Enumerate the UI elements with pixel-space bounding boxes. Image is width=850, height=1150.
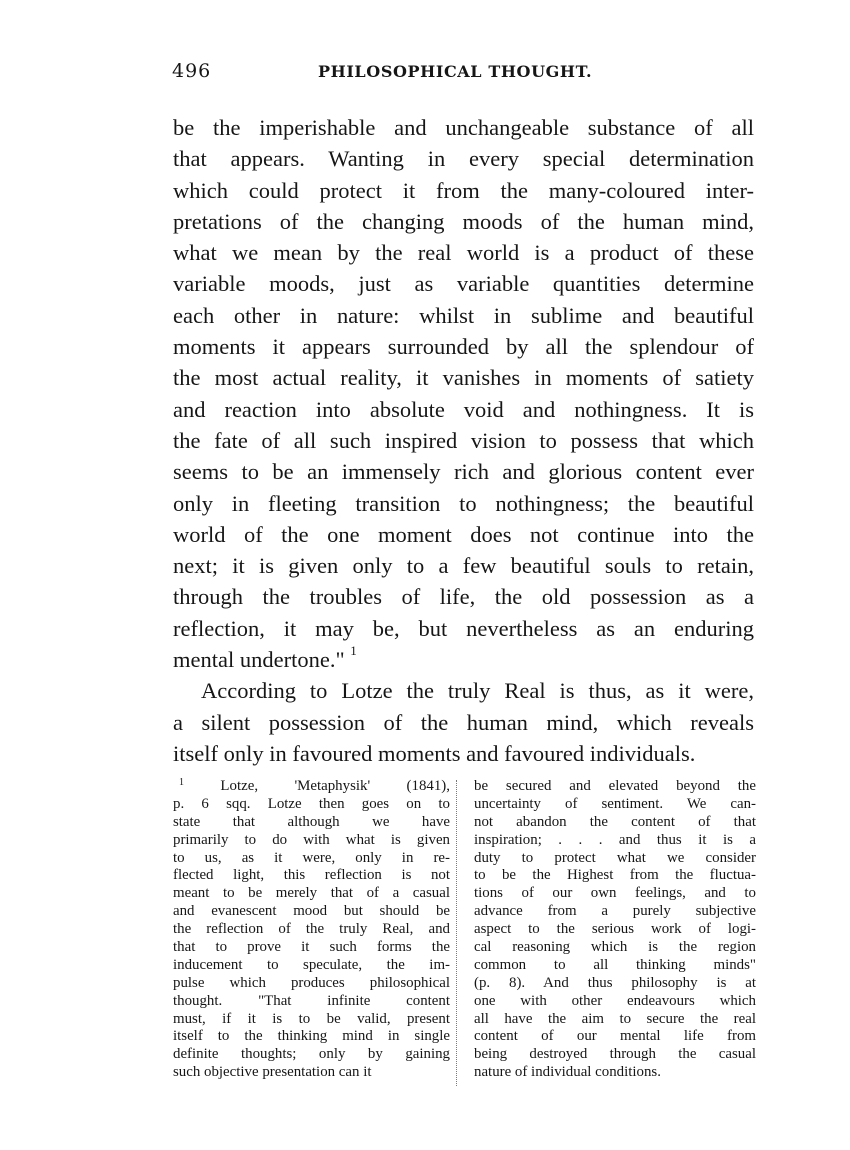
footnote-line: meant to be merely that of a casual [173,885,450,902]
footnote-line: state that although we have [173,813,450,830]
body-line: According to Lotze the truly Real is thus, as it were, [201,678,754,704]
body-line: seems to be an immensely rich and glorious content ever [173,459,754,485]
footnote-line: itself to the thinking mind in single [173,1028,450,1045]
footnote-line: common to all thinking minds" [474,956,756,973]
footnote-line: uncertainty of sentiment. We can- [474,795,756,812]
footnote-line: to us, as it were, only in re- [173,849,450,866]
footnote-line: nature of individual conditions. [474,1064,661,1081]
footnote-line: and evanescent mood but should be [173,903,450,920]
footnote-line: one with other endeavours which [474,992,756,1009]
body-line: next; it is given only to a few beautiful souls to retain, [173,553,754,579]
footnote-column-left [173,778,450,1082]
footnote-line: definite thoughts; only by gaining [173,1046,450,1063]
page-number: 496 [172,60,212,82]
footnote-line: inspiration; . . . and thus it is a [474,831,756,848]
footnote-line: being destroyed through the casual [474,1046,756,1063]
footnote-citation: Lotze, 'Metaphysik' (1841), [220,778,450,794]
footnote-line: the reflection of the truly Real, and [173,921,450,938]
body-line: the fate of all such inspired vision to possess that which [173,427,754,453]
footnote-line: tions of our own feelings, and to [474,885,756,902]
footnote-reference: 1 [350,642,357,658]
footnote-line: inducement to speculate, the im- [173,956,450,973]
body-text [173,112,754,769]
page-header [172,60,756,90]
body-line: what we mean by the real world is a product of these [173,240,754,266]
body-line: reflection, it may be, but nevertheless as an enduring [173,615,754,641]
body-line: the most actual reality, it vanishes in moments of satiety [173,365,754,391]
footnote-line: (p. 8). And thus philosophy is at [474,974,756,991]
footnote-line: flected light, this reflection is not [173,867,450,884]
body-line: through the troubles of life, the old possession as a [173,584,754,610]
body-line-text: mental undertone." [173,647,345,673]
footnote-line: that to prove it such forms the [173,939,450,956]
footnote-line: must, if it is to be valid, present [173,1010,450,1027]
footnote-line [173,778,450,796]
body-line [173,644,754,675]
body-line: pretations of the changing moods of the human mind, [173,208,754,234]
footnote-line: pulse which produces philosophical [173,974,450,991]
footnote-line: duty to protect what we consider [474,849,756,866]
footnote-line: all have the aim to secure the real [474,1010,756,1027]
footnote-line: primarily to do with what is given [173,831,450,848]
body-line: that appears. Wanting in every special determination [173,146,754,172]
body-line: itself only in favoured moments and favoured individuals. [173,740,696,766]
footnote-line: to be the Highest from the fluctua- [474,867,756,884]
body-line: which could protect it from the many-coloured inter- [173,177,754,203]
body-line: and reaction into absolute void and nothingness. It is [173,396,754,422]
body-line: moments it appears surrounded by all the splendour of [173,334,754,360]
column-divider [456,780,457,1086]
body-line: be the imperishable and unchangeable substance of all [173,115,754,140]
body-line: world of the one moment does not continue into the [173,521,754,547]
footnote-line: thought. "That infinite content [173,992,450,1009]
footnote [172,778,758,1088]
footnote-line: not abandon the content of that [474,813,756,830]
body-line: a silent possession of the human mind, which reveals [173,709,754,735]
footnote-column-right [474,778,756,1082]
footnote-line: p. 6 sqq. Lotze then goes on to [173,795,450,812]
body-line: each other in nature: whilst in sublime and beautiful [173,302,754,328]
body-line: only in fleeting transition to nothingness; the beautiful [173,490,754,516]
footnote-marker: 1 [179,777,184,788]
footnote-line: such objective presentation can it [173,1064,372,1081]
footnote-line: aspect to the serious work of logi- [474,921,756,938]
footnote-line: content of our mental life from [474,1028,756,1045]
running-title: PHILOSOPHICAL THOUGHT. [318,62,593,81]
body-line: variable moods, just as variable quantities determine [173,271,754,297]
footnote-line: cal reasoning which is the region [474,939,756,956]
footnote-line: advance from a purely subjective [474,903,756,920]
footnote-line: be secured and elevated beyond the [474,778,756,794]
